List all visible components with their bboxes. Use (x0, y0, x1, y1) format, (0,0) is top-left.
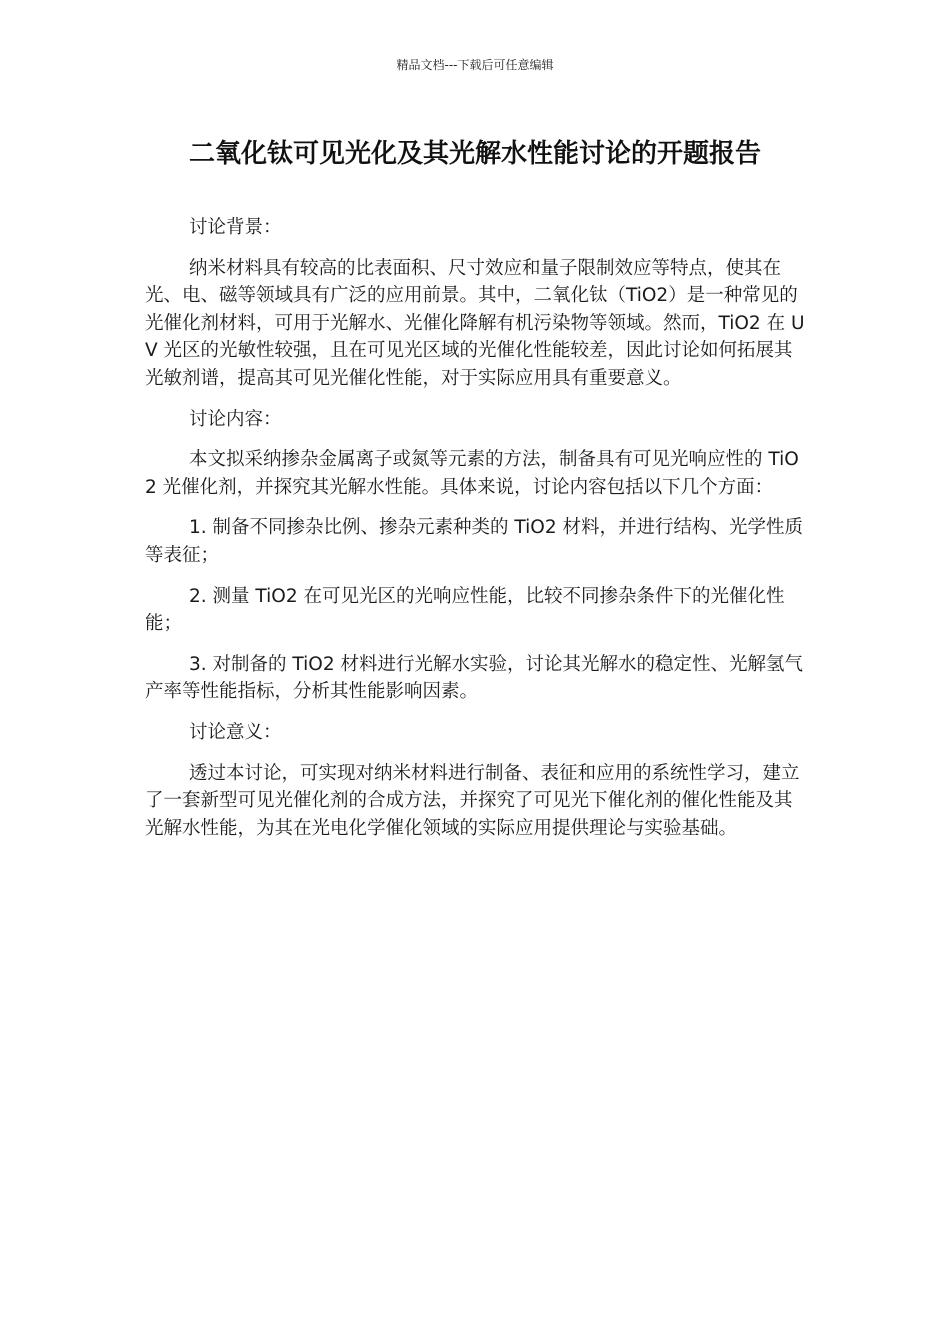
list-item-2: 2. 测量 TiO2 在可见光区的光响应性能，比较不同掺杂条件下的光催化性能； (145, 585, 785, 635)
list-item-3: 3. 对制备的 TiO2 材料进行光解水实验，讨论其光解水的稳定性、光解氢气产率等性能指标，分析其性能影响因素。 (145, 653, 803, 703)
section-heading-background: 讨论背景： (189, 217, 282, 238)
paragraph-significance: 透过本讨论，可实现对纳米材料进行制备、表征和应用的系统性学习，建立了一套新型可见光催化剂的合成方法，并探究了可见光下催化剂的催化性能及其光解水性能，为其在光电化学催化领域的实际应用提供理论与实验基础。 (145, 762, 800, 839)
section-heading-significance: 讨论意义： (189, 721, 282, 743)
document-title: 二氧化钛可见光化及其光解水性能讨论的开题报告 (188, 139, 761, 169)
list-item-1: 1. 制备不同掺杂比例、掺杂元素种类的 TiO2 材料，并进行结构、光学性质等表征； (145, 517, 803, 566)
paragraph-content: 本文拟采纳掺杂金属离子或氮等元素的方法，制备具有可见光响应性的 TiO2 光催化剂，并探究其光解水性能。具体来说，讨论内容包括以下几个方面： (145, 449, 799, 498)
paragraph-background: 纳米材料具有较高的比表面积、尺寸效应和量子限制效应等特点，使其在光、电、磁等领域具有广泛的应用前景。其中，二氧化钛（TiO2）是一种常见的光催化剂材料，可用于光解水、光催化降解有机污染物等领域。然而，TiO2 在 UV 光区的光敏性较强，且在可见光区域的光催化性能较差，因此讨论如何拓展其光敏剂谱，提高其可见光催化性能，对于实际应用具有重要意义。 (145, 257, 805, 389)
document-body (145, 214, 805, 855)
header-note: 精品文档---下载后可任意编辑 (396, 58, 554, 72)
section-heading-content: 讨论内容： (189, 408, 282, 430)
